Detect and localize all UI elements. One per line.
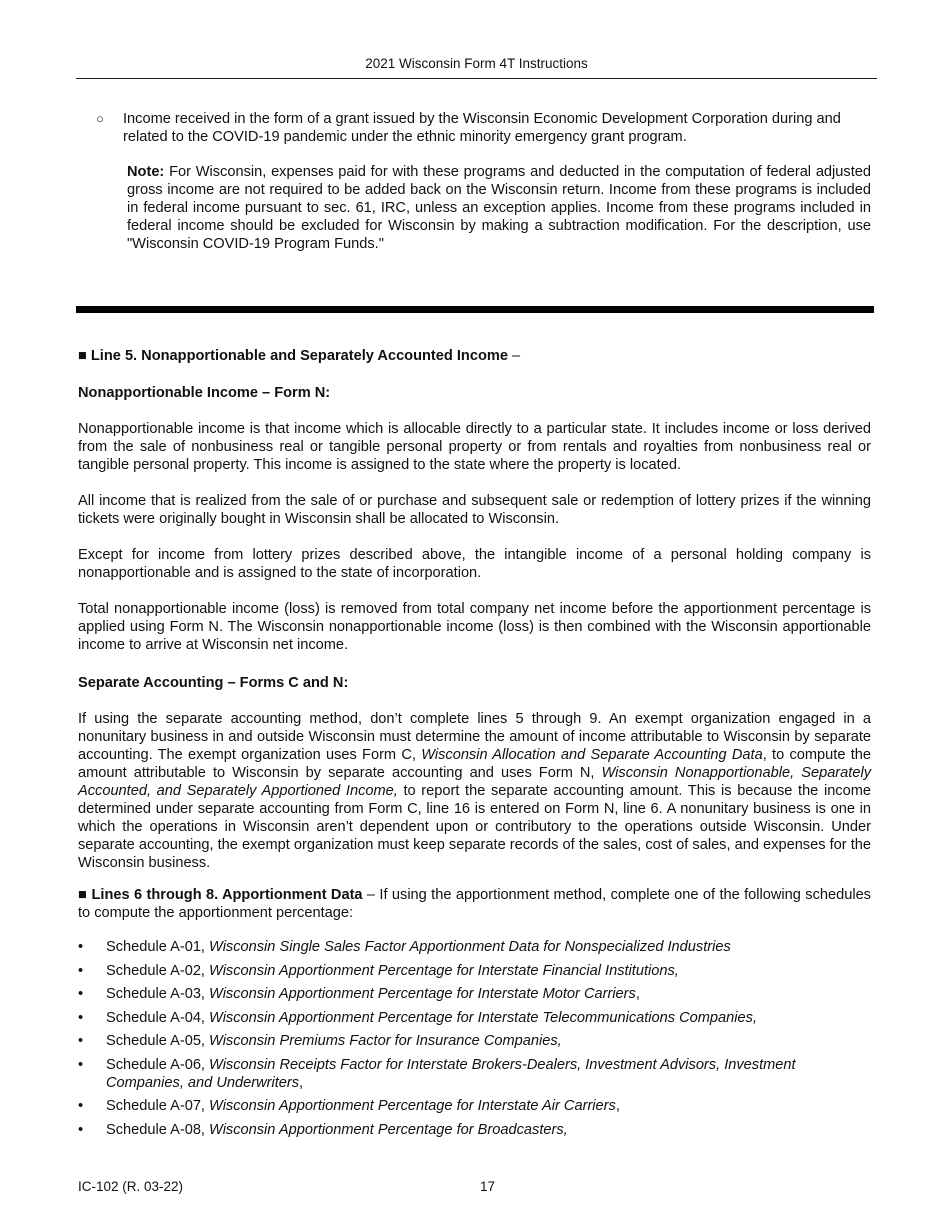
intro-item-text: Income received in the form of a grant issued by the Wisconsin Economic Development Corporation during and related to the COVID-19 pandemic under the ethnic minority emergency grant program.: [123, 111, 841, 145]
page-number: 17: [479, 1179, 496, 1194]
bullet-icon: •: [78, 1056, 84, 1073]
paragraph-holding-company: Except for income from lottery prizes described above, the intangible income of a personal holding company is nonapportionable and is assigned to the state of incorporation.: [78, 547, 871, 581]
page-header: 2021 Wisconsin Form 4T Instructions: [365, 56, 588, 71]
list-item: • Schedule A-01, Wisconsin Single Sales Factor Apportionment Data for Nonspecialized Industries: [78, 939, 731, 955]
intro-list-item: [96, 110, 876, 146]
line5-heading: [78, 347, 871, 365]
paragraph-separate-accounting: If using the separate accounting method, don’t complete lines 5 through 9. An exempt organization engaged in a nonunitary business in and outside Wisconsin must determine the amount of income attributable to Wisconsin by separate accounting. The exempt organization uses Form C, Wisconsin Allocation and Separate Accounting Data, to compute the amount attributable to Wisconsin by separate accounting and uses Form N, Wisconsin Nonapportionable, Separately Accounted, and Separately Apportioned Income, to report the separate accounting amount. This is because the income determined under separate accounting from Form C, line 16 is entered on Form N, line 6. A nonunitary business is one in which the operations in Wisconsin aren’t dependent upon or contributory to the operations outside Wisconsin. Under separate accounting, the exempt organization must keep separate records of the sales, cost of sales, and expenses for the Wisconsin business.: [78, 711, 871, 871]
list-item: • Schedule A-08, Wisconsin Apportionment Percentage for Broadcasters,: [78, 1121, 568, 1138]
form-id: IC-102 (R. 03-22): [78, 1179, 184, 1194]
bullet-icon: •: [78, 1009, 84, 1026]
paragraph-nonapportionable-definition: Nonapportionable income is that income which is allocable directly to a particular state. It includes income or loss derived from the sale of nonbusiness real or tangible personal property or from rentals and royalties from nonbusiness real or tangible personal property. This income is assigned to the state where the property is located.: [78, 421, 871, 473]
lines6-8-title: Lines 6 through 8. Apportionment Data: [91, 887, 363, 903]
hollow-bullet-icon: ○: [96, 111, 104, 126]
separate-accounting-subheading: Separate Accounting – Forms C and N:: [78, 675, 349, 691]
list-item: • Schedule A-02, Wisconsin Apportionment Percentage for Interstate Financial Institutions,: [78, 962, 679, 979]
schedule-list: [78, 938, 873, 1144]
list-item: • Schedule A-04, Wisconsin Apportionment Percentage for Interstate Telecommunications Companies,: [78, 1009, 757, 1026]
note-paragraph: [127, 163, 871, 253]
note-label: Note:: [127, 164, 165, 180]
list-item: • Schedule A-07, Wisconsin Apportionment Percentage for Interstate Air Carriers,: [78, 1098, 620, 1114]
paragraph-total-nonapportionable: Total nonapportionable income (loss) is removed from total company net income before the apportionment percentage is applied using Form N. The Wisconsin nonapportionable income (loss) is then combined with the Wisconsin apportionable income to arrive at Wisconsin net income.: [78, 601, 871, 653]
note-text: For Wisconsin, expenses paid for with these programs and deducted in the computation of federal adjusted gross income are not required to be added back on the Wisconsin return. Income from these programs is included in federal income pursuant to sec. 61, IRC, unless an exception applies. Income from these programs included in federal income should be excluded for Wisconsin by making a subtraction modification. For the description, use "Wisconsin COVID-19 Program Funds.": [127, 164, 871, 252]
form-n-title: Wisconsin Nonapportionable, Separately Accounted, and Separately Apportioned Income,: [78, 765, 871, 799]
bullet-icon: •: [78, 939, 84, 955]
line5-title: Line 5. Nonapportionable and Separately Accounted Income: [90, 348, 508, 364]
list-item: • Schedule A-06, Wisconsin Receipts Factor for Interstate Brokers-Dealers, Investment Advisors, Investment Companies, and Underwriters,: [78, 1056, 796, 1091]
square-bullet-icon: ■: [78, 348, 87, 364]
list-item: • Schedule A-03, Wisconsin Apportionment Percentage for Interstate Motor Carriers,: [78, 986, 640, 1002]
lines6-8-paragraph: ■ Lines 6 through 8. Apportionment Data – If using the apportionment method, complete one of the following schedules to compute the apportionment percentage:: [78, 887, 871, 921]
bullet-icon: •: [78, 1098, 84, 1114]
square-bullet-icon: ■: [78, 887, 88, 903]
bullet-icon: •: [78, 962, 84, 979]
header-divider: [76, 78, 877, 79]
list-item: • Schedule A-05, Wisconsin Premiums Factor for Insurance Companies,: [78, 1033, 562, 1049]
bullet-icon: •: [78, 1121, 84, 1138]
nonapportionable-subheading: Nonapportionable Income – Form N:: [78, 385, 331, 401]
line5-dash: –: [512, 348, 521, 364]
form-c-title: Wisconsin Allocation and Separate Accounting Data: [421, 747, 763, 763]
section-divider: [76, 306, 874, 313]
bullet-icon: •: [78, 1033, 84, 1049]
paragraph-lottery: All income that is realized from the sale of or purchase and subsequent sale or redemption of lottery prizes if the winning tickets were originally bought in Wisconsin shall be allocated to Wisconsin.: [78, 493, 871, 527]
bullet-icon: •: [78, 986, 84, 1002]
